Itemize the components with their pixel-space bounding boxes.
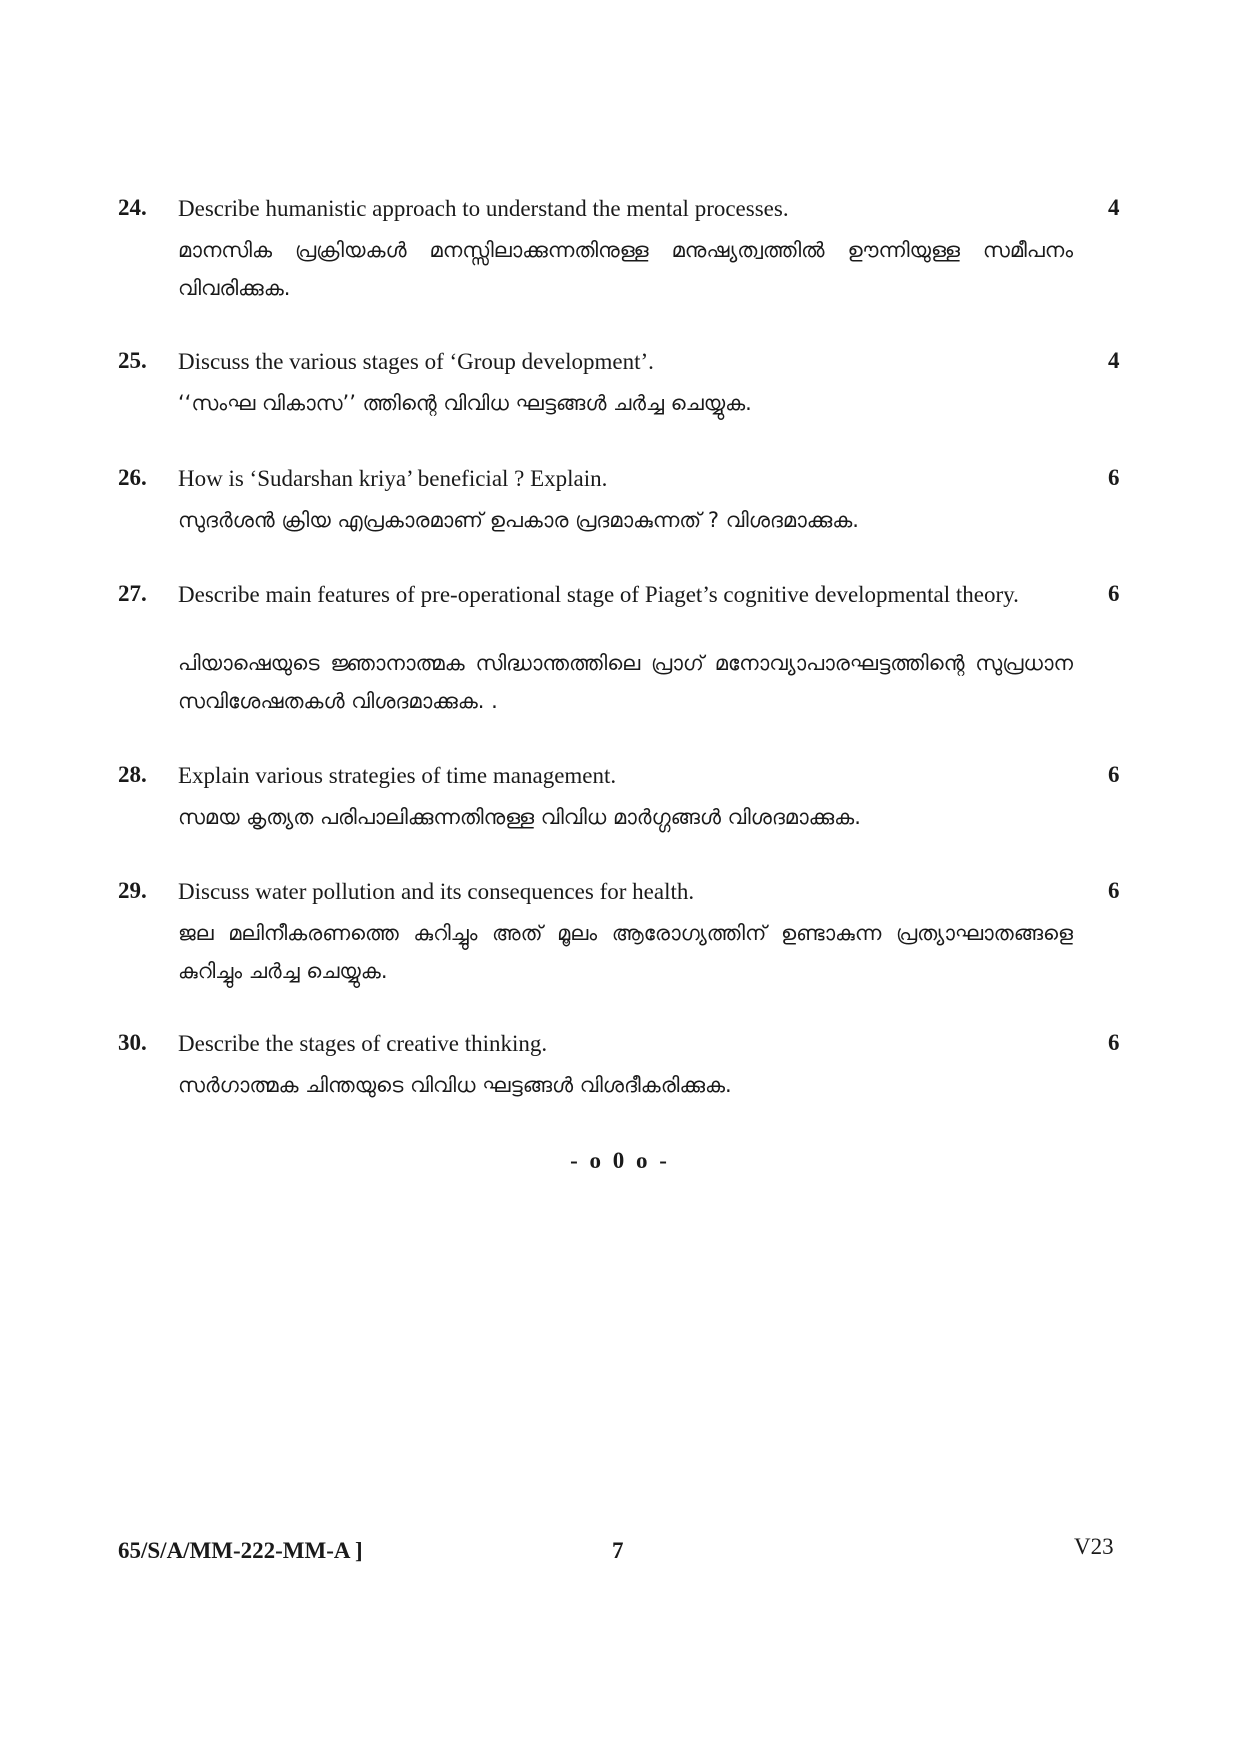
question-marks: 6: [1108, 1030, 1120, 1055]
question-text-malayalam: സുദർശൻ ക്രിയ എപ്രകാരമാണ് ഉപകാര പ്രദമാകുന്നത് ? വിശദമാക്കുക.: [178, 508, 859, 532]
question-number: 30.: [118, 1030, 147, 1055]
footer-version: V23: [1074, 1534, 1114, 1559]
question-marks: 6: [1108, 878, 1120, 903]
question-number: 25.: [118, 348, 147, 373]
end-of-paper-mark: - o 0 o -: [570, 1148, 670, 1173]
question-text-malayalam: സർഗാത്മക ചിന്തയുടെ വിവിധ ഘട്ടങ്ങൾ വിശദീകരിക്കുക.: [178, 1073, 732, 1097]
footer-paper-code: 65/S/A/MM-222-MM-A ]: [118, 1538, 363, 1563]
question-text-english: Describe humanistic approach to understand the mental processes.: [178, 196, 789, 221]
question-number: 24.: [118, 195, 147, 220]
footer-page-number: 7: [612, 1538, 624, 1563]
question-number: 28.: [118, 762, 147, 787]
question-text-english: Describe main features of pre-operational stage of Piaget’s cognitive developmental theory.: [178, 582, 1019, 607]
question-marks: 6: [1108, 465, 1120, 490]
question-marks: 4: [1108, 348, 1120, 373]
question-marks: 6: [1108, 581, 1120, 606]
question-text-english: Describe the stages of creative thinking.: [178, 1031, 548, 1056]
question-text-malayalam: ജല മലിനീകരണത്തെ കുറിച്ചും അത് മൂലം ആരോഗ്യത്തിന് ഉണ്ടാകുന്ന പ്രത്യാഘാതങ്ങളെ കുറിച്ചും ചർച്ച ചെയ്യുക.: [178, 921, 1073, 983]
question-text-english: How is ‘Sudarshan kriya’ beneficial ? Explain.: [178, 466, 608, 491]
question-text-malayalam: പിയാഷെയുടെ ജ്ഞാനാത്മക സിദ്ധാന്തത്തിലെ പ്രാഗ് മനോവ്യാപാരഘട്ടത്തിന്റെ സുപ്രധാന സവിശേഷതകൾ വിശദമാക്കുക. .: [178, 651, 1073, 713]
question-number: 29.: [118, 878, 147, 903]
question-number: 27.: [118, 581, 147, 606]
question-marks: 4: [1108, 195, 1120, 220]
question-text-malayalam: സമയ കൃത്യത പരിപാലിക്കുന്നതിനുള്ള വിവിധ മാർഗ്ഗങ്ങൾ വിശദമാക്കുക.: [178, 805, 861, 829]
question-marks: 6: [1108, 762, 1120, 787]
question-text-english: Discuss the various stages of ‘Group development’.: [178, 349, 654, 374]
question-text-english: Explain various strategies of time management.: [178, 763, 617, 788]
question-text-english: Discuss water pollution and its consequences for health.: [178, 879, 695, 904]
question-number: 26.: [118, 465, 147, 490]
question-text-malayalam: ‘‘സംഘ വികാസ’’ ത്തിന്റെ വിവിധ ഘട്ടങ്ങൾ ചർച്ച ചെയ്യുക.: [178, 391, 752, 415]
question-text-malayalam: മാനസിക പ്രക്രിയകൾ മനസ്സിലാക്കുന്നതിനുള്ള മനുഷ്യത്വത്തിൽ ഊന്നിയുള്ള സമീപനം വിവരിക്കുക.: [178, 238, 1073, 300]
